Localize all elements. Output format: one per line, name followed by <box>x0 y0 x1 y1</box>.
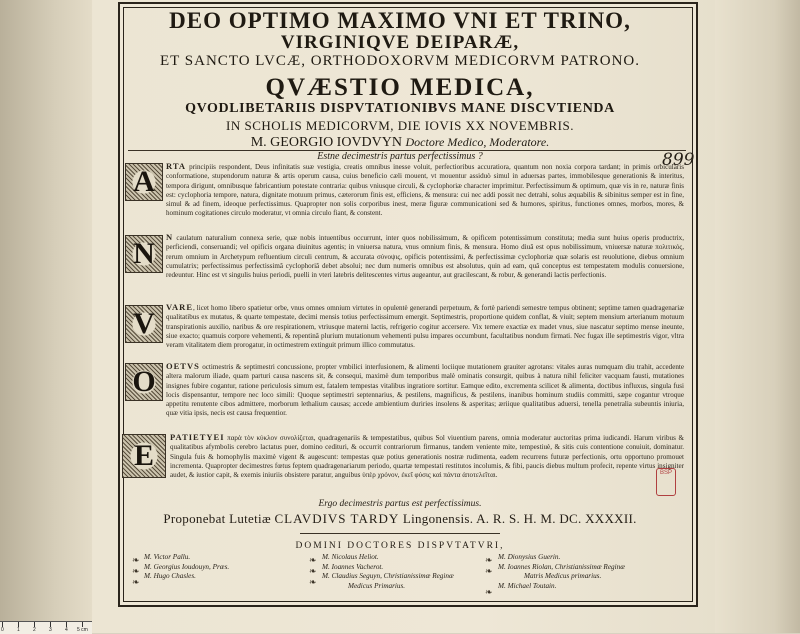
fleuron-icon: ❧ <box>309 566 317 576</box>
dedication-line-2: VIRGINIQVE DEIPARÆ, <box>280 32 520 53</box>
doctor-name: M. Victor Pallu. <box>144 553 191 561</box>
drop-cap-3: V <box>125 305 163 343</box>
conclusion: Ergo decimestris partus est perfectissimus. <box>318 499 482 509</box>
doctor-name: Medicus Primarius. <box>348 581 406 590</box>
doctor-name: M. Dionysius Guerin. <box>498 553 561 561</box>
fleuron-icon: ❧ <box>132 566 140 576</box>
doctors-heading: DOMINI DOCTORES DISPVTATVRI, <box>295 541 505 551</box>
proponent-name: CLAVDIVS TARDY <box>274 511 400 526</box>
proponent-line: Proponebat Lutetiæ CLAVDIVS TARDY Lingonensis. A. R. S. H. M. DC. XXXXII. <box>163 511 637 526</box>
doctor-name: M. Ioannes Vacherot. <box>322 562 384 571</box>
subtitle-line: QVODLIBETARIIS DISPVTATIONIBVS MANE DISCVTIENDA <box>185 101 615 116</box>
doctors-rule <box>300 533 500 534</box>
question: Estne decimestris partus perfectissimus ? <box>317 151 483 162</box>
paragraph-3: VARE, licet homo libero spatietur orbe, vnus omnes omnium virtutes in opulentè generandi perpetuum, & fortè pariendi semestre tempus obtinent; septime tamen quadragenariæ qualitatibus ex mutatus, & quarte tempestate, decimi mensis totius perfectissimum emergit. Septimestris, proportione quidem conflat, & viuit; septem mensium arterianum motuum transpirationis auxilio, naribus & ore respirationem, vtriusque materni lactis, refrigerio cogitur accersere. Vix temere exactiæ ex madet vnus, siue nascatur septimo mense ineunte, siue exacto; quamuis corpore vehementi, & repentinâ plurium mutationum vehementi pulsu impares occumbunt, facultatibus nondum firmati. Nec fugax ille septimestris vigor, vltra veram vitalitatem diem prorogatur, in octimestrem extinguit primum illico commutatus. <box>166 303 684 350</box>
drop-cap-4: O <box>125 363 163 401</box>
schools-date-line: IN SCHOLIS MEDICORVM, DIE IOVIS XX NOVEMBRIS. <box>226 118 574 133</box>
paragraph-2: N caulatum naturalium connexa serie, quæ nobis intuentibus occurrunt, inter quos nobilissimum, & opificem potentissimum constituta; media sunt huius operis productrix, perficiendi, conseruandi; vel opificis organa diuinitus agentis; in vniuersa natura, vnus omnium finis, & mensura. Homo diuâ est opus nobilissimum, vniuersæ naturæ πολιτικός, rerum omnium in Archetypum refluentium circuli centrum, & accurata σύνοψις, opificis potentissimi, & perfectissimæ cyclophoriæ quæ solaris est reuolutione, diebus omnium cumulatrix; perfectissimus perfectissimâ cyclophoriâ debet absolui; nec dum numeris omnibus est absolutus, quin ad eam, quâ conceptus est tempestatem modulis conuersione, redeuntur. Hinc est vt singulis huius periodi, puelli in vteri latebris delitescentes virtus augeantur, aut gracilescant, & robur, & generandi lactis perfectionis. <box>166 233 684 280</box>
doctor-name: M. Hugo Chasles. <box>144 572 196 581</box>
drop-cap-1: A <box>125 163 163 201</box>
doctor-name: M. Michael Toutain. <box>498 581 557 590</box>
doctor-name: M. Claudius Seguyn, Christianissimæ Reginæ <box>322 572 454 581</box>
paragraph-1: RTA principiis respondent, Deus infinitatis suæ vestigia, creatis omnibus inesse voluit, perfectioribus accuratiora, quantum non noxia corpora tardant; in primis orbicularis conformatione, stupendorum naturæ & artis operum causa, cuius beneficio cæli mouent, vt mouentur assiduò simul in aduersas partes, immobilesque generationis & interitus, tempora dirigunt, omnibusque fabricantium potestate contraria: quibus vniusque circuli, & cyclophoriæ character imprimitur. Perfectissimum & optimum, quæ vis in re, naturæ finis est: cyclophoria tempore, natura, dignitate motuum primus, cæterorum finis est, efficiens, & mensura: cui nec addi possit nec detrahi, solus æquabilis & sibinitus semper est in fine, simul & ad finem, ideoque perfectissimus. Quapropter non solis corporibus inest, meræ figuræ communicationi sed & humores, spiritus, functiones omnes, morbos, mores, & hominum cogitationes circulo moderatur, vt omnia circulo fiant, & constent. <box>166 162 684 218</box>
dedication-line-3: ET SANCTO LVCÆ, ORTHODOXORVM MEDICORVM PATRONO. <box>159 53 640 69</box>
doctors-column-2 <box>322 553 454 591</box>
dedication-line-1: DEO OPTIMO MAXIMO VNI ET TRINO, <box>169 8 631 33</box>
fleuron-icon: ❧ <box>485 566 493 576</box>
moderator-role: Doctore Medico, Moderatore. <box>405 135 550 149</box>
fleuron-icon: ❧ <box>485 555 493 565</box>
paragraph-5: PATIETYEI παρὰ τὸν κύκλον συνολίζεται, quadragenariis & tempestatibus, quibus Sol viuentium parens, omnia moderatur auctoritas prima iudicandi. Harum viribus & qualitatibus afymbolis cerebro lactatus puer, domino cedituri, & occurrit contrariorum firmanus, tandem veniente mite, tempestiuè, & sitis cuis contentione conuiuit, dominatur. Singula fuis & homophylis maximè vigent & augescunt: tempestas quæ potius generationis nostræ rudimenta, eadem recurrens futuræ perfectionis, ortu opportuno promouet incrementa. Quapropter decimestres fœtus feptem quadragenariarum periodo, quartæ tempestati restitutos incolumis, & fibi, paucis diebus multum profecit, repente virtus insigniter audet, & iustior capit, & exemis iniuriis obsistere paratur, anguibus ὑπὲρ χρόνον, ἐκεῖ φύσις καὶ πάντα ἀποτελεῖται. <box>170 433 684 480</box>
doctor-name: M. Georgius Ioudouyn, Præs. <box>144 562 230 571</box>
page-number: 899 <box>662 150 695 170</box>
drop-cap-5: E <box>122 434 166 478</box>
doctor-name: M. Ioannes Riolan, Christianissimæ Reginæ <box>498 562 625 571</box>
moderator-line <box>0 135 800 151</box>
paragraph-4: OETVS octimestris & septimestri concussione, propter vmbilici interfusionem, & alimenti lociique mutationem grauiter agrotans: vitales auras numquam diu trahit, accedente altera malorum iliade, quam parturi causa nascens sit, & consequi, maximè dum temporibus malè ominatis consurgit, quibus à natura nihil feliciter vacquam fausti, mutationes insignes fubire cogantur, ratione periculosis simum est, fatalem tempestas vitalibus ingratiore sortitur. Eamque edito, excrementa scilicet & alimenta, doctibus influxus, singula fusi locis dispensantur, tempore nec loco simili: Quoque septimestri septennarius, & pestilens, magnificus, & pestilens, inanibus hominum studiis committi, sæpe cogantur vtroque appetitu renutente cibos admittere, morborum lethalium causas; accede ambientium duriries insolens & asperitas; æriique qualitatibus aduersi, tenella penetralia subeuntis iniuria, quæ vitia ipsis, necis est causa frequentior. <box>166 362 684 418</box>
doctors-column-1 <box>144 553 229 582</box>
drop-cap-2: N <box>125 235 163 273</box>
document-title: QVÆSTIO MEDICA, <box>265 74 535 101</box>
fleuron-icon: ❧ <box>485 587 493 597</box>
moderator-name: M. GEORGIO IOVDVYN <box>250 135 402 150</box>
fleuron-icon: ❧ <box>132 577 140 587</box>
fleuron-icon: ❧ <box>309 555 317 565</box>
scale-ruler: 0 1 2 3 4 5 cm <box>0 621 92 634</box>
fleuron-icon: ❧ <box>309 577 317 587</box>
fleuron-icon: ❧ <box>132 555 140 565</box>
doctor-name: Matris Medicus primarius. <box>524 572 602 581</box>
doctors-column-3 <box>498 553 625 591</box>
doctor-name: M. Nicolaus Heliot. <box>322 553 379 561</box>
library-stamp: BSP <box>656 468 676 496</box>
